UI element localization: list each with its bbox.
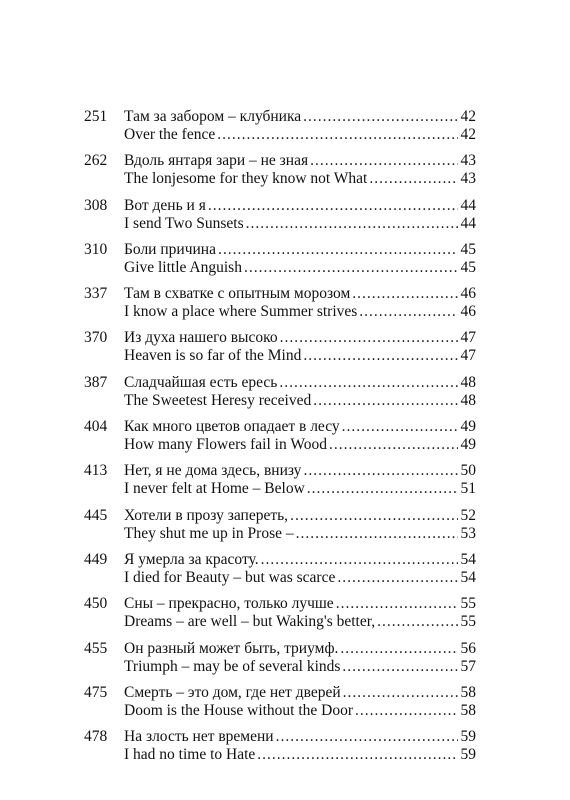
russian-title-line (124, 241, 476, 259)
russian-title-line (124, 462, 476, 480)
english-title-line (124, 702, 476, 720)
poem-title: На злость нет времени (124, 728, 274, 746)
poem-title: Он разный может быть, триумф. (124, 639, 339, 657)
dot-leader (313, 392, 458, 410)
poem-number: 450 (84, 595, 108, 613)
english-title-line (124, 746, 476, 764)
dot-leader (359, 303, 458, 321)
poem-title: Вдоль янтаря зари – не зная (124, 152, 309, 170)
page-number: 45 (460, 240, 476, 258)
poem-title: Give little Anguish (124, 258, 242, 276)
page-number: 50 (460, 462, 476, 480)
poem-title: Нет, я не дома здесь, внизу (124, 462, 302, 480)
dot-leader (303, 108, 458, 126)
poem-title: I had no time to Hate (124, 746, 256, 764)
toc-entry (84, 197, 476, 233)
toc-entry-lines (124, 640, 476, 676)
page-number: 44 (460, 196, 476, 214)
russian-title-line (124, 595, 476, 613)
russian-title-line (124, 507, 476, 525)
toc-entry (84, 507, 476, 543)
dot-leader (355, 702, 458, 720)
poem-title: I know a place where Summer strives (124, 303, 358, 321)
poem-number: 387 (84, 373, 108, 391)
page-number: 49 (460, 436, 476, 454)
page-number: 51 (460, 480, 476, 498)
russian-title-line (124, 152, 476, 170)
toc-entry (84, 684, 476, 720)
poem-number: 413 (84, 462, 108, 480)
english-title-line (124, 392, 476, 410)
page-number: 48 (460, 391, 476, 409)
poem-title: Сны – прекрасно, только лучше (124, 595, 334, 613)
page-number: 59 (460, 746, 476, 764)
poem-number: 251 (84, 108, 108, 125)
poem-title: How many Flowers fail in Wood (124, 436, 327, 454)
poem-title: Там за забором – клубника (124, 108, 302, 125)
toc-entry-lines (124, 507, 476, 543)
english-title-line (124, 347, 476, 365)
page-number: 58 (460, 701, 476, 719)
page-number: 55 (460, 613, 476, 631)
poem-title: Сладчайшая есть ересь (124, 373, 278, 391)
dot-leader (337, 569, 458, 587)
english-title-line (124, 525, 476, 543)
poem-number: 475 (84, 683, 108, 701)
toc-entry (84, 462, 476, 498)
english-title-line (124, 259, 476, 277)
poem-title: I died for Beauty – but was scarce (124, 568, 336, 586)
poem-title: Как много цветов опадает в лесу (124, 418, 340, 436)
poem-title: Там в схватке с опытным морозом (124, 285, 351, 303)
toc-entry (84, 241, 476, 277)
poem-number: 445 (84, 506, 108, 524)
english-title-line (124, 436, 476, 454)
poem-title: They shut me up in Prose – (124, 524, 294, 542)
poem-number: 370 (84, 329, 108, 347)
toc-entry (84, 551, 476, 587)
dot-leader (303, 462, 458, 480)
poem-title: Over the fence (124, 126, 216, 143)
page-number: 53 (460, 524, 476, 542)
english-title-line (124, 303, 476, 321)
dot-leader (217, 126, 458, 144)
dot-leader (280, 329, 458, 347)
poem-number: 404 (84, 418, 108, 436)
toc-entry-lines (124, 551, 476, 587)
dot-leader (352, 285, 458, 303)
poem-title: I send Two Sunsets (124, 214, 244, 232)
toc-entry-lines (124, 595, 476, 631)
russian-title-line (124, 551, 476, 569)
russian-title-line (124, 728, 476, 746)
toc-entry (84, 595, 476, 631)
poem-number: 262 (84, 152, 108, 170)
poem-number: 310 (84, 240, 108, 258)
russian-title-line (124, 329, 476, 347)
page-number: 55 (460, 595, 476, 613)
toc-entry-lines (124, 418, 476, 454)
english-title-line (124, 480, 476, 498)
english-title-line (124, 126, 476, 144)
dot-leader (369, 170, 458, 188)
dot-leader (343, 684, 458, 702)
russian-title-line (124, 197, 476, 215)
dot-leader (290, 507, 458, 525)
page-number: 52 (460, 506, 476, 524)
english-title-line (124, 170, 476, 188)
russian-title-line (124, 285, 476, 303)
toc-entry (84, 285, 476, 321)
dot-leader (261, 551, 458, 569)
dot-leader (336, 595, 458, 613)
poem-title: Из духа нашего высоко (124, 329, 278, 347)
poem-title: Хотели в прозу запереть, (124, 506, 289, 524)
poem-title: Смерть – это дом, где нет дверей (124, 683, 341, 701)
dot-leader (329, 436, 458, 454)
page-number: 49 (460, 418, 476, 436)
poem-number: 478 (84, 728, 108, 746)
toc-entry-lines (124, 374, 476, 410)
page-number: 44 (460, 214, 476, 232)
english-title-line (124, 658, 476, 676)
dot-leader (310, 152, 458, 170)
poem-number: 308 (84, 196, 108, 214)
page-number: 56 (460, 639, 476, 657)
page-number: 42 (460, 126, 476, 143)
dot-leader (246, 215, 458, 233)
english-title-line (124, 569, 476, 587)
page-number: 47 (460, 329, 476, 347)
poem-number: 337 (84, 285, 108, 303)
toc-entry (84, 374, 476, 410)
dot-leader (276, 728, 458, 746)
page-number: 43 (460, 170, 476, 188)
page-number: 46 (460, 285, 476, 303)
english-title-line (124, 215, 476, 233)
toc-entry-lines (124, 108, 476, 144)
toc-entry (84, 418, 476, 454)
dot-leader (208, 197, 458, 215)
poem-title: Я умерла за красоту. (124, 550, 259, 568)
russian-title-line (124, 374, 476, 392)
dot-leader (279, 374, 458, 392)
page-number: 42 (460, 108, 476, 125)
toc-entry-lines (124, 152, 476, 188)
poem-title: I never felt at Home – Below (124, 480, 305, 498)
poem-title: Doom is the House without the Door (124, 701, 354, 719)
dot-leader (342, 418, 458, 436)
page-number: 48 (460, 373, 476, 391)
poem-title: Dreams – are well – but Waking's better, (124, 613, 376, 631)
dot-leader (307, 480, 458, 498)
page-number: 58 (460, 683, 476, 701)
russian-title-line (124, 684, 476, 702)
english-title-line (124, 613, 476, 631)
page-number: 57 (460, 657, 476, 675)
toc-entry-lines (124, 285, 476, 321)
dot-leader (342, 658, 458, 676)
page-number: 54 (460, 550, 476, 568)
dot-leader (257, 746, 458, 764)
toc-entry-lines (124, 197, 476, 233)
poem-title: Heaven is so far of the Mind (124, 347, 302, 365)
dot-leader (296, 525, 458, 543)
page-number: 54 (460, 568, 476, 586)
dot-leader (218, 241, 458, 259)
toc-entry (84, 728, 476, 764)
dot-leader (377, 613, 458, 631)
toc-entry-lines (124, 329, 476, 365)
poem-title: Вот день и я (124, 196, 206, 214)
page-number: 59 (460, 728, 476, 746)
russian-title-line (124, 640, 476, 658)
poem-title: The Sweetest Heresy received (124, 391, 312, 409)
poem-title: Боли причина (124, 240, 216, 258)
poem-title: Triumph – may be of several kinds (124, 657, 341, 675)
toc-entry (84, 108, 476, 144)
table-of-contents (84, 108, 476, 772)
toc-entry-lines (124, 684, 476, 720)
poem-number: 449 (84, 550, 108, 568)
toc-entry (84, 640, 476, 676)
poem-title: The lonjesome for they know not What (124, 170, 368, 188)
toc-entry-lines (124, 241, 476, 277)
toc-entry (84, 329, 476, 365)
dot-leader (303, 347, 458, 365)
page-number: 45 (460, 258, 476, 276)
page-number: 47 (460, 347, 476, 365)
toc-entry (84, 152, 476, 188)
page-number: 43 (460, 152, 476, 170)
russian-title-line (124, 418, 476, 436)
page-number: 46 (460, 303, 476, 321)
toc-entry-lines (124, 462, 476, 498)
toc-entry-lines (124, 728, 476, 764)
dot-leader (340, 640, 458, 658)
russian-title-line (124, 108, 476, 126)
dot-leader (244, 259, 458, 277)
poem-number: 455 (84, 639, 108, 657)
